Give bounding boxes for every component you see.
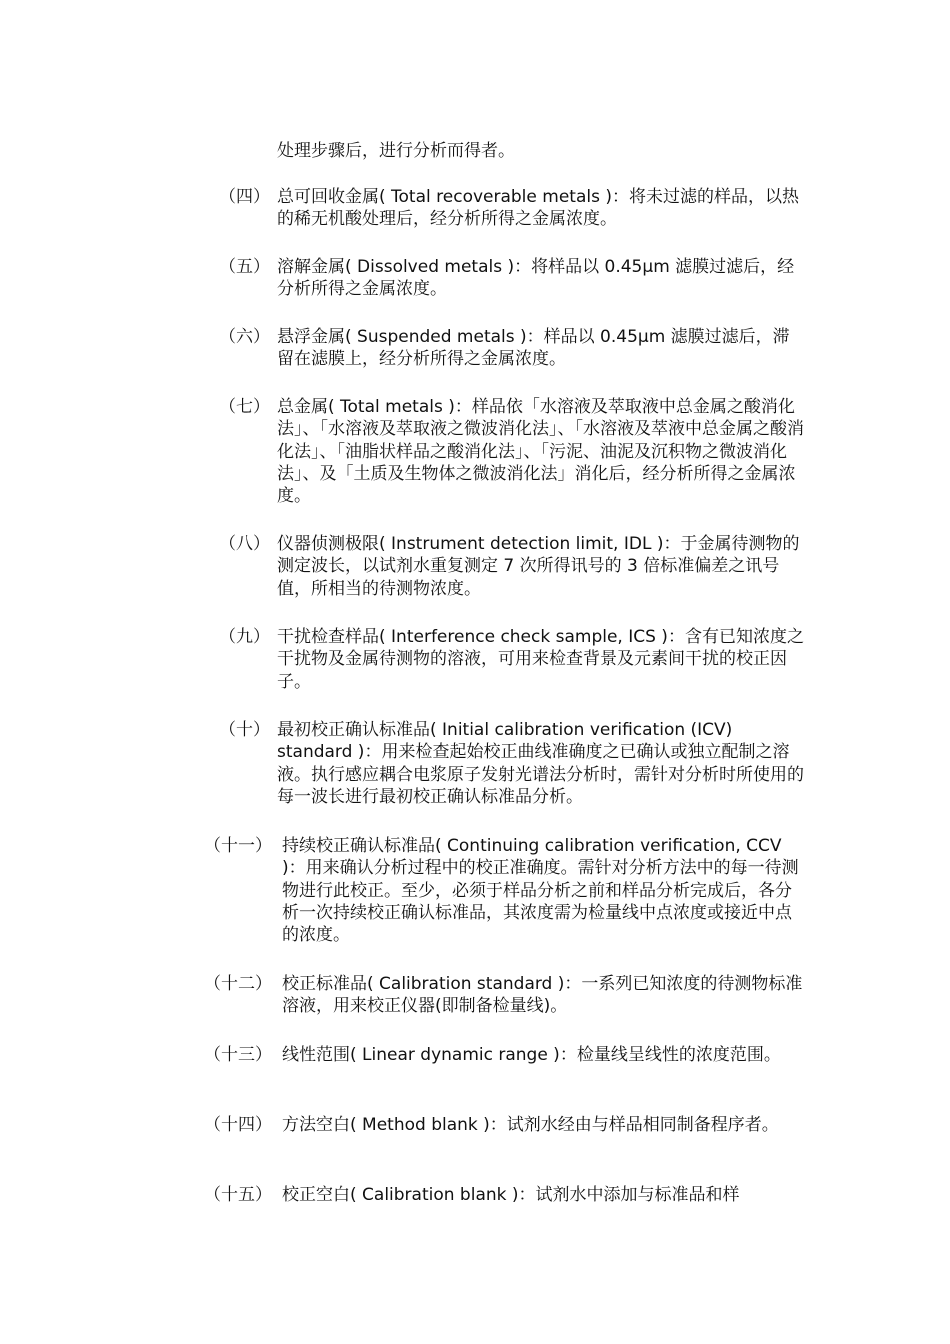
definition-number: （五） bbox=[219, 257, 270, 277]
definition-text: 校正空白( Calibration blank )：试剂水中添加与标准品和样 bbox=[282, 1185, 740, 1205]
definition-text: 仪器侦测极限( Instrument detection limit, IDL )：于金属待测物的测定波长，以试剂水重复测定 7 次所得讯号的 3 倍标准偏差之讯号值，所相当的待测物浓度。 bbox=[277, 534, 800, 599]
definition-number: （十四） bbox=[204, 1115, 272, 1135]
definition-number: （十） bbox=[219, 720, 270, 740]
definition-text: 持续校正确认标准品( Continuing calibration verification, CCV )：用来确认分析过程中的校正准确度。需针对分析方法中的每一待测物进行此校正。至少，必须于样品分析之前和样品分析完成后，各分析一次持续校正确认标准品，其浓度需为检量线中点浓度或接近中点的浓度。 bbox=[282, 836, 799, 946]
definition-text: 线性范围( Linear dynamic range )：检量线呈线性的浓度范围。 bbox=[282, 1045, 781, 1065]
definition-number: （八） bbox=[219, 534, 270, 554]
definition-text: 总可回收金属( Total recoverable metals )：将未过滤的样品，以热的稀无机酸处理后，经分析所得之金属浓度。 bbox=[277, 187, 799, 230]
intro-paragraph: 处理步骤后，进行分析而得者。 bbox=[277, 141, 515, 161]
definition-text: 干扰检查样品( Interference check sample, ICS )：含有已知浓度之干扰物及金属待测物的溶液，可用来检查背景及元素间干扰的校正因子。 bbox=[277, 627, 804, 692]
definition-number: （十五） bbox=[204, 1185, 272, 1205]
definition-number: （六） bbox=[219, 327, 270, 347]
definition-text: 最初校正确认标准品( Initial calibration verification (ICV) standard )：用来检查起始校正曲线准确度之已确认或独立配制之溶液。执行感应耦合电浆原子发射光谱法分析时，需针对分析时所使用的每一波长进行最初校正确认标准品分析。 bbox=[277, 720, 804, 807]
definition-text: 校正标准品( Calibration standard )：一系列已知浓度的待测物标准溶液，用来校正仪器(即制备检量线)。 bbox=[282, 974, 803, 1017]
definition-number: （九） bbox=[219, 627, 270, 647]
definition-number: （十二） bbox=[204, 974, 272, 994]
definition-number: （十三） bbox=[204, 1045, 272, 1065]
definition-text: 溶解金属( Dissolved metals )：将样品以 0.45μm 滤膜过滤后，经分析所得之金属浓度。 bbox=[277, 257, 795, 300]
definition-number: （十一） bbox=[204, 836, 272, 856]
definition-text: 方法空白( Method blank )：试剂水经由与样品相同制备程序者。 bbox=[282, 1115, 779, 1135]
definition-text: 悬浮金属( Suspended metals )：样品以 0.45μm 滤膜过滤后，滞留在滤膜上，经分析所得之金属浓度。 bbox=[277, 327, 790, 370]
definition-text: 总金属( Total metals )：样品依「水溶液及萃取液中总金属之酸消化法」、「水溶液及萃取液之微波消化法」、「水溶液及萃液中总金属之酸消化法」、「油脂状样品之酸消化法」、「污泥、油泥及沉积物之微波消化法」、及「土质及生物体之微波消化法」消化后，经分析所得之金属浓度。 bbox=[277, 397, 804, 507]
definition-number: （四） bbox=[219, 187, 270, 207]
definition-number: （七） bbox=[219, 397, 270, 417]
